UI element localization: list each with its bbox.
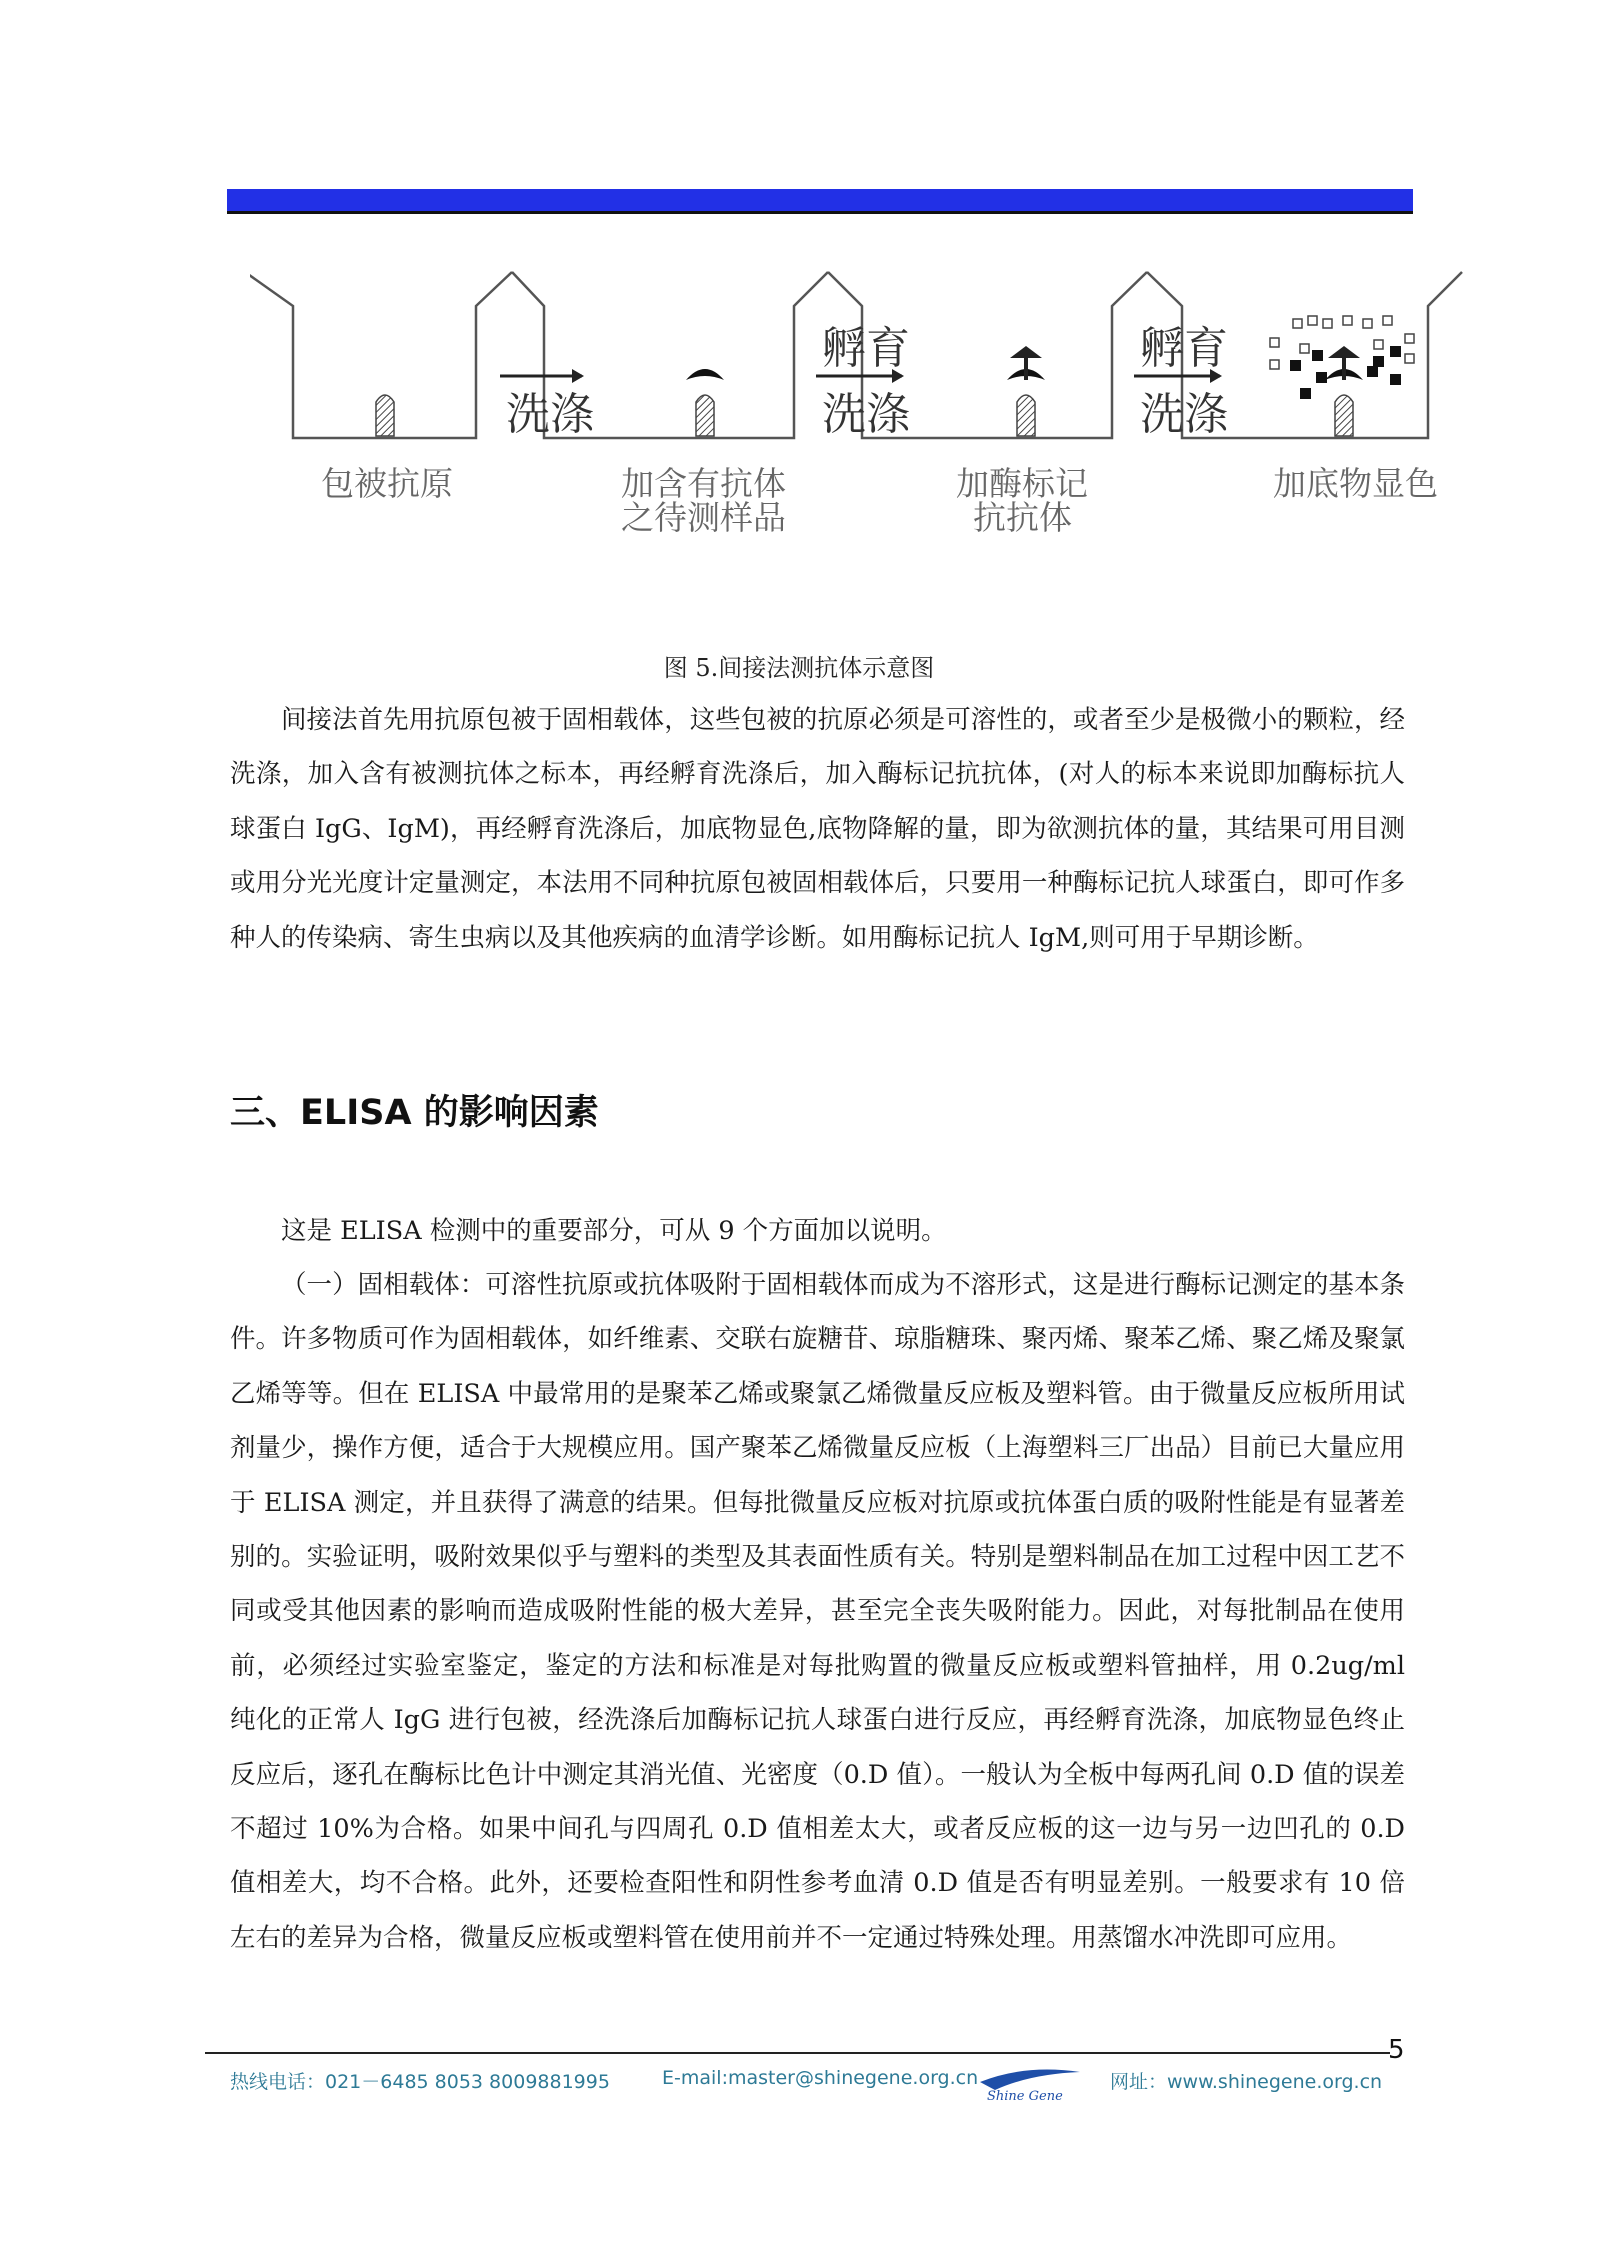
antigen-marker — [1017, 395, 1035, 436]
step-2-label-line1: 加含有抗体 — [621, 464, 786, 503]
section-body-text: （一）固相载体：可溶性抗原或抗体吸附于固相载体而成为不溶形式，这是进行酶标记测定的基本条件。许多物质可作为固相载体，如纤维素、交联右旋糖苷、琼脂糖珠、聚丙烯、聚苯乙烯、聚乙烯及聚氯乙烯等等。但在 ELISA 中最常用的是聚苯乙烯或聚氯乙烯微量反应板及塑料管。由于微量反应板所用试剂量少，操作方便，适合于大规模应用。国产聚苯乙烯微量反应板（上海塑料三厂出品）目前已大量应用于 ELISA 测定，并且获得了满意的结果。但每批微量反应板对抗原或抗体蛋白质的吸附性能是有显著差别的。实验证明，吸附效果似乎与塑料的类型及其表面性质有关。特别是塑料制品在加工过程中因工艺不同或受其他因素的影响而造成吸附性能的极大差异，甚至完全丧失吸附能力。因此，对每批制品在使用前，必须经过实验室鉴定，鉴定的方法和标准是对每批购置的微量反应板或塑料管抽样，用 0.2ug/ml 纯化的正常人 IgG 进行包被，经洗涤后加酶标记抗人球蛋白进行反应，再经孵育洗涤，加底物显色终止反应后，逐孔在酶标比色计中测定其消光值、光密度（0.D 值）。一般认为全板中每两孔间 0.D 值的误差不超过 10%为合格。如果中间孔与四周孔 0.D 值相差太大，或者反应板的这一边与另一边凹孔的 0.D 值相差大，均不合格。此外，还要检查阳性和阴性参考血清 0.D 值是否有明显差别。一般要求有 10 倍左右的差异为合格，微量反应板或塑料管在使用前并不一定通过特殊处理。用蒸馏水冲洗即可应用。 — [230, 1270, 1405, 1953]
step-4-label: 加底物显色 — [1273, 464, 1438, 503]
antigen-marker — [1335, 395, 1353, 436]
indirect-elisa-diagram — [250, 262, 1480, 552]
step-3-label-line1: 加酶标记 — [956, 464, 1088, 503]
step-3-label-line2: 抗抗体 — [973, 498, 1072, 537]
step-1-label: 包被抗原 — [321, 464, 453, 503]
intro-paragraph-text: 间接法首先用抗原包被于固相载体，这些包被的抗原必须是可溶性的，或者至少是极微小的颗粒，经洗涤，加入含有被测抗体之标本，再经孵育洗涤后，加入酶标记抗抗体，(对人的标本来说即加酶标抗人球蛋白 IgG、IgM)，再经孵育洗涤后，加底物显色,底物降解的量，即为欲测抗体的量，其结果可用目测或用分光光度计定量测定，本法用不同种抗原包被固相载体后，只要用一种酶标记抗人球蛋白，即可作多种人的传染病、寄生虫病以及其他疾病的血清学诊断。如用酶标记抗人 IgM,则可用于早期诊断。 — [230, 705, 1405, 953]
footer-email: E-mail:master@shinegene.org.cn — [662, 2067, 979, 2089]
shinegene-logo — [975, 2060, 1085, 2104]
figure-caption: 图 5.间接法测抗体示意图 — [663, 654, 935, 682]
arrow-2-top-label: 孵育 — [822, 323, 910, 374]
antigen-marker — [376, 395, 394, 436]
section-body — [230, 1258, 1405, 1965]
antigen-marker — [696, 395, 714, 436]
arrow-2-bottom-label: 洗涤 — [822, 389, 910, 440]
footer-phone: 热线电话：021－6485 8053 8009881995 — [230, 2071, 610, 2093]
footer-rule — [205, 2052, 1390, 2054]
logo-text: Shine Gene — [987, 2089, 1063, 2104]
step-2-label-line2: 之待测样品 — [621, 498, 786, 537]
section-lead — [230, 1204, 1405, 1258]
footer — [230, 2067, 1410, 2107]
intro-paragraph — [230, 693, 1405, 965]
section-lead-text: 这是 ELISA 检测中的重要部分，可从 9 个方面加以说明。 — [281, 1216, 947, 1246]
header-bar — [227, 189, 1413, 214]
footer-website[interactable]: 网址：www.shinegene.org.cn — [1110, 2071, 1383, 2093]
arrow-3-bottom-label: 洗涤 — [1140, 389, 1228, 440]
section-heading: 三、ELISA 的影响因素 — [230, 1093, 599, 1133]
arrow-3-top-label: 孵育 — [1140, 323, 1228, 374]
antibody-marker — [686, 369, 724, 380]
arrow-1-label: 洗涤 — [506, 389, 594, 440]
page-number: 5 — [1388, 2035, 1405, 2065]
